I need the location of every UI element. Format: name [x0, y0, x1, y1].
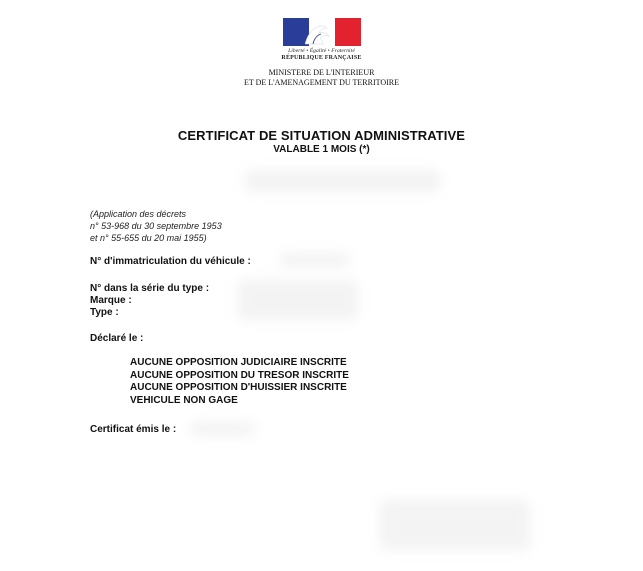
- status-line-huissier: AUCUNE OPPOSITION D'HUISSIER INSCRITE: [130, 382, 347, 393]
- ministry-line-2: ET DE L'AMENAGEMENT DU TERRITOIRE: [243, 78, 400, 87]
- marianne-logo: [283, 18, 361, 46]
- redacted-area-top: [245, 170, 440, 192]
- document-header: [0, 18, 643, 88]
- redacted-area-vehicle-info: [238, 280, 358, 320]
- marianne-logo-block: [281, 18, 361, 61]
- immatriculation-label: N° d'immatriculation du véhicule :: [90, 256, 251, 267]
- redacted-area-immatriculation: [280, 253, 350, 267]
- decree-line-1: (Application des décrets: [90, 209, 187, 219]
- declare-label: Déclaré le :: [90, 333, 144, 344]
- republic-name: RÉPUBLIQUE FRANÇAISE: [281, 55, 362, 61]
- document-subtitle: VALABLE 1 MOIS (*): [273, 144, 370, 155]
- status-list: [130, 357, 349, 407]
- redacted-area-date: [190, 422, 255, 436]
- redacted-area-bottom: [380, 500, 530, 550]
- decree-reference: [90, 208, 222, 244]
- type-label: Type :: [90, 307, 119, 318]
- decree-line-3: et n° 55-655 du 20 mai 1955): [90, 233, 207, 243]
- status-line-gage: VEHICULE NON GAGE: [130, 394, 238, 406]
- serie-label: N° dans la série du type :: [90, 283, 210, 294]
- marque-label: Marque :: [90, 295, 132, 306]
- ministry-line-1: MINISTERE DE L'INTERIEUR: [268, 68, 375, 77]
- republic-motto: Liberté • Égalité • Fraternité: [288, 48, 355, 54]
- ministry-name: [0, 68, 643, 88]
- status-line-judiciaire: AUCUNE OPPOSITION JUDICIAIRE INSCRITE: [130, 357, 347, 368]
- certificat-emis-label: Certificat émis le :: [90, 424, 177, 435]
- status-line-tresor: AUCUNE OPPOSITION DU TRESOR INSCRITE: [130, 369, 349, 381]
- document-title: CERTIFICAT DE SITUATION ADMINISTRATIVE: [177, 128, 466, 143]
- decree-line-2: n° 53-968 du 30 septembre 1953: [90, 221, 222, 231]
